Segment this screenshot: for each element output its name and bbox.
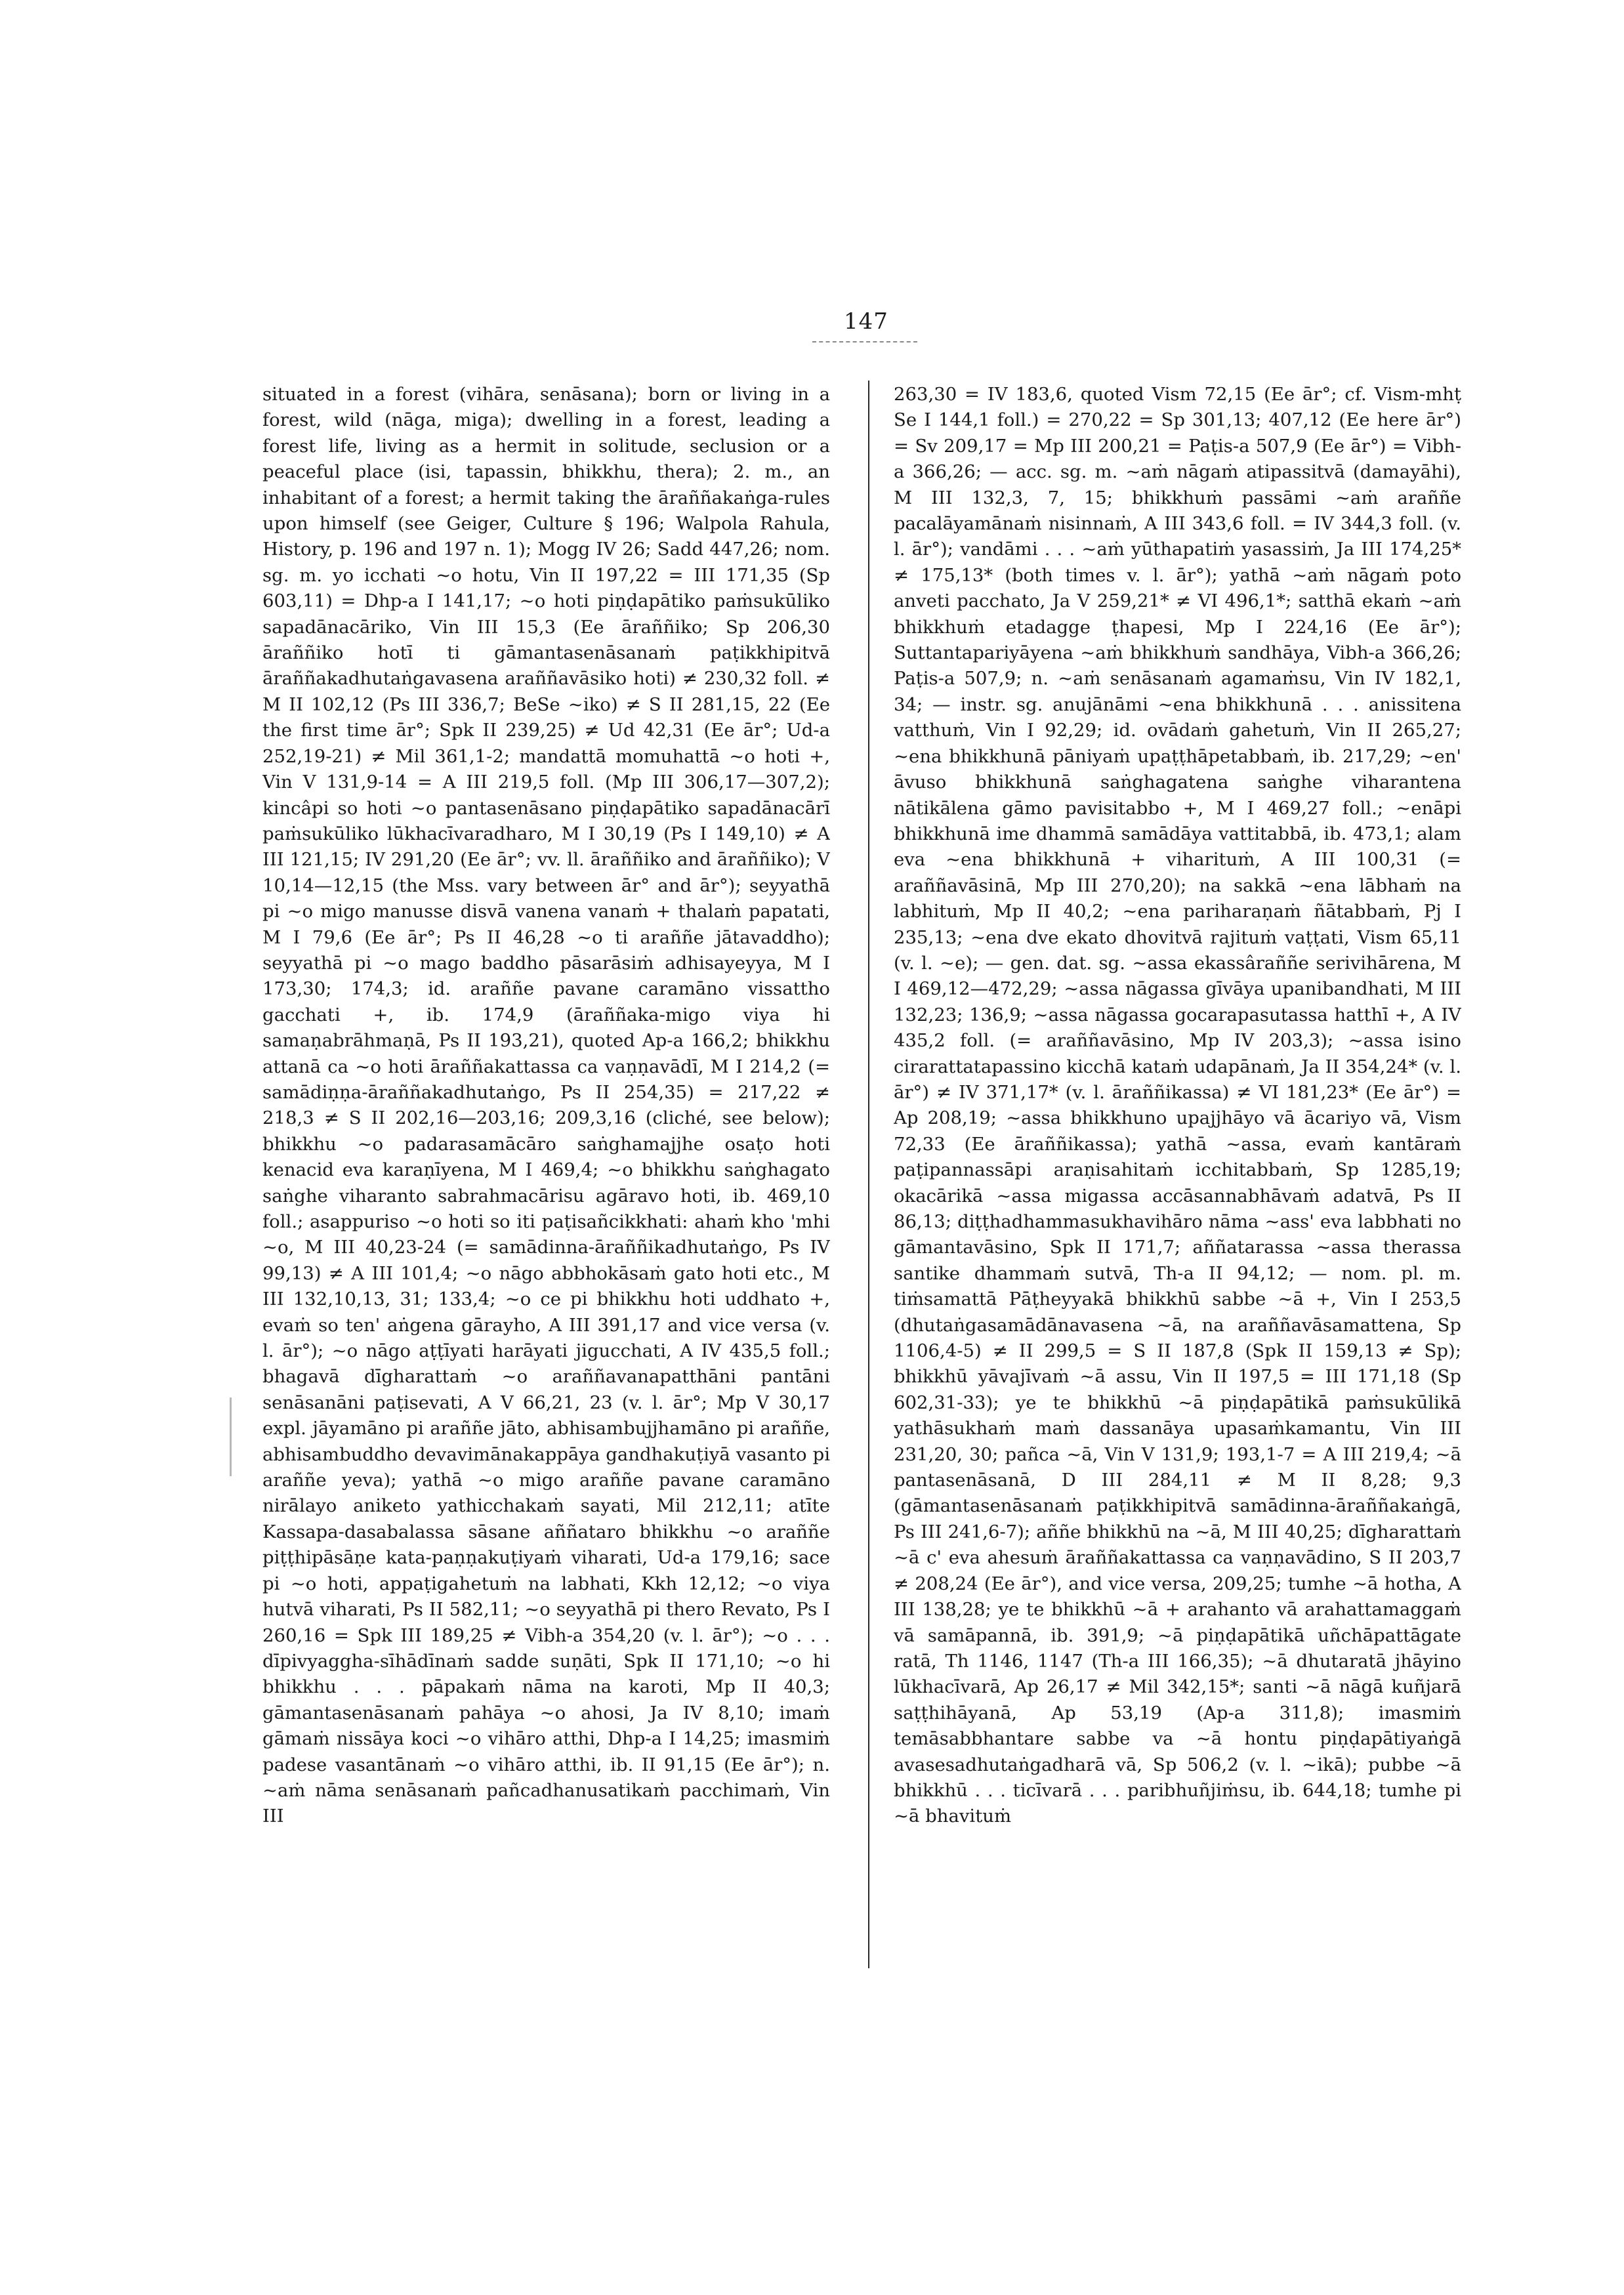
right-column-text: 263,30 = IV 183,6, quoted Vism 72,15 (Ee ār°; cf. Vism-mhṭ Se I 144,1 foll.) = 270,22 = Sp 301,13; 407,12 (Ee here ār°) = Sv 209,17 = Mp III 200,21 = Paṭis-a 507,9 (Ee ār°) = Vibh-a 366,26; — acc. sg. m. ~aṁ nāgaṁ atipassitvā (damayāhi), M III 132,3, 7, 15; bhikkhuṁ passāmi ~aṁ araññe pacalāyamānaṁ nisinnaṁ, A III 343,6 foll. = IV 344,3 foll. (v. l. ār°); vandāmi . . . ~aṁ yūthapatiṁ yasassiṁ, Ja III 174,25* ≠ 175,13* (both times v. l. ār°); yathā ~aṁ nāgaṁ poto anveti pacchato, Ja V 259,21* ≠ VI 496,1*; satthā ekaṁ ~aṁ bhikkhuṁ etadagge ṭhapesi, Mp I 224,16 (Ee ār°); Suttantapariyāyena ~aṁ bhikkhuṁ sandhāya, Vibh-a 366,26; Paṭis-a 507,9; n. ~aṁ senāsanaṁ agamaṁsu, Vin IV 182,1, 34; — instr. sg. anujānāmi ~ena bhikkhunā . . . anissitena vatthuṁ, Vin I 92,29; id. ovādaṁ gahetuṁ, Vin II 265,27; ~ena bhikkhunā pāniyaṁ upaṭṭhāpetabbaṁ, ib. 217,29; ~en' āvuso bhikkhunā saṅghagatena saṅghe viharantena nātikālena gāmo pavisitabbo +, M I 469,27 foll.; ~enāpi bhikkhunā ime dhammā samādāya vattitabbā, ib. 473,1; alam eva ~ena bhikkhunā + viharituṁ, A III 100,31 (= araññavāsinā, Mp III 270,20); na sakkā ~ena lābhaṁ na labhituṁ, Mp II 40,2; ~ena pariharaṇaṁ ñātabbaṁ, Pj I 235,13; ~ena dve ekato dhovitvā rajituṁ vaṭṭati, Vism 65,11 (v. l. ~e); — gen. dat. sg. ~assa ekassâraññe serivihārena, M I 469,12—472,29; ~assa nāgassa gīvāya upanibandhati, M III 132,23; 136,9; ~assa nāgassa gocarapasutassa hatthī +, A IV 435,2 foll. (= araññavāsino, Mp IV 203,3); ~assa isino cirarattatapassino kicchā kataṁ udapānaṁ, Ja II 354,24* (v. l. ār°) ≠ IV 371,17* (v. l. āraññikassa) ≠ VI 181,23* (Ee ār°) = Ap 208,19; ~assa bhikkhuno upajjhāyo vā ācariyo vā, Vism 72,33 (Ee āraññikassa); yathā ~assa, evaṁ kantāraṁ paṭipannassāpi araṇisahitaṁ icchitabbaṁ, Sp 1285,19; okacārikā ~assa migassa accāsannabhāvaṁ adatvā, Ps II 86,13; diṭṭhadhammasukhavihāro nāma ~ass' eva labbhati no gāmantavāsino, Spk II 171,7; aññatarassa ~assa therassa santike dhammaṁ sutvā, Th-a II 94,12; — nom. pl. m. tiṁsamattā Pāṭheyyakā bhikkhū sabbe ~ā +, Vin I 253,5 (dhutaṅgasamādānavasena ~ā, na araññavāsamattena, Sp 1106,4-5) ≠ II 299,5 = S II 187,8 (Spk II 159,13 ≠ Sp); bhikkhū yāvajīvaṁ ~ā assu, Vin II 197,5 = III 171,18 (Sp 602,31-33); ye te bhikkhū ~ā piṇḍapātikā paṁsukūlikā yathāsukhaṁ maṁ dassanāya upasaṁkamantu, Vin III 231,20, 30; pañca ~ā, Vin V 131,9; 193,1-7 = A III 219,4; ~ā pantasenāsanā, D III 284,11 ≠ M II 8,28; 9,3 (gāmantasenāsanaṁ paṭikkhipitvā samādinna-āraññakaṅgā, Ps III 241,6-7); aññe bhikkhū na ~ā, M III 40,25; dīgharattaṁ ~ā c' eva ahesuṁ āraññakattassa ca vaṇṇavādino, S II 203,7 ≠ 208,24 (Ee ār°), and vice versa, 209,25; tumhe ~ā hotha, A III 138,28; ye te bhikkhū ~ā + arahanto vā arahattamaggaṁ vā samāpannā, ib. 391,9; ~ā piṇḍapātikā uñchāpattāgate ratā, Th 1146, 1147 (Th-a III 166,35); ~ā dhutaratā jhāyino lūkhacīvarā, Ap 26,17 ≠ Mil 342,15*; santi ~ā nāgā kuñjarā saṭṭhihāyanā, Ap 53,19 (Ap-a 311,8); imasmiṁ temāsabbhantare sabbe va ~ā hontu piṇḍapātiyaṅgā avasesadhutaṅgadharā vā, Sp 506,2 (v. l. ~ikā); pubbe ~ā bhikkhū . . . ticīvarā . . . paribhuñjiṁsu, ib. 644,18; tumhe pi ~ā bhavituṁ <box>894 384 1461 1827</box>
left-column-text: situated in a forest (vihāra, senāsana); born or living in a forest, wild (nāga, miga); dwelling in a forest, leading a forest life, living as a hermit in solitude, seclusion or a peaceful place (isi, tapassin, bhikkhu, thera); 2. m., an inhabitant of a forest; a hermit taking the āraññakaṅga-rules upon himself (see Geiger, Culture § 196; Walpola Rahula, History, p. 196 and 197 n. 1); Mogg IV 26; Sadd 447,26; nom. sg. m. yo icchati ~o hotu, Vin II 197,22 = III 171,35 (Sp 603,11) = Dhp-a I 141,17; ~o hoti piṇḍapātiko paṁsukūliko sapadānacāriko, Vin III 15,3 (Ee āraññiko; Sp 206,30 āraññiko hotī ti gāmantasenāsanaṁ paṭikkhipitvā āraññakadhutaṅgavasena araññavāsiko hoti) ≠ 230,32 foll. ≠ M II 102,12 (Ps III 336,7; BeSe ~iko) ≠ S II 281,15, 22 (Ee the first time ār°; Spk II 239,25) ≠ Ud 42,31 (Ee ār°; Ud-a 252,19-21) ≠ Mil 361,1-2; mandattā momuhattā ~o hoti +, Vin V 131,9-14 = A III 219,5 foll. (Mp III 306,17—307,2); kincâpi so hoti ~o pantasenāsano piṇḍapātiko sapadānacārī paṁsukūliko lūkhacīvaradharo, M I 30,19 (Ps I 149,10) ≠ A III 121,15; IV 291,20 (Ee ār°; vv. ll. āraññiko and āraññiko); V 10,14—12,15 (the Mss. vary between ār° and ār°); seyyathā pi ~o migo manusse disvā vanena vanaṁ + thalaṁ papatati, M I 79,6 (Ee ār°; Ps II 46,28 ~o ti araññe jātavaddho); seyyathā pi ~o mago baddho pāsarāsiṁ adhisayeyya, M I 173,30; 174,3; id. araññe pavane caramāno vissattho gacchati +, ib. 174,9 (āraññaka-migo viya hi samaṇabrāhmaṇā, Ps II 193,21), quoted Ap-a 166,2; bhikkhu attanā ca ~o hoti āraññakattassa ca vaṇṇavādī, M I 214,2 (= samādiṇṇa-āraññakadhutaṅgo, Ps II 254,35) = 217,22 ≠ 218,3 ≠ S II 202,16—203,16; 209,3,16 (cliché, see below); bhikkhu ~o padarasamācāro saṅghamajjhe osaṭo hoti kenacid eva karaṇīyena, M I 469,4; ~o bhikkhu saṅghagato saṅghe viharanto sabrahmacārisu agāravo hoti, ib. 469,10 foll.; asappuriso ~o hoti so iti paṭisañcikkhati: ahaṁ kho 'mhi ~o, M III 40,23-24 (= samādinna-āraññikadhutaṅgo, Ps IV 99,13) ≠ A III 101,4; ~o nāgo abbhokāsaṁ gato hoti etc., M III 132,10,13, 31; 133,4; ~o ce pi bhikkhu hoti uddhato +, evaṁ so ten' aṅgena gārayho, A III 391,17 and vice versa (v. l. ār°); ~o nāgo aṭṭīyati harāyati jigucchati, A IV 435,5 foll.; bhagavā dīgharattaṁ ~o araññavanapatthāni pantāni senāsanāni paṭisevati, A V 66,21, 23 (v. l. ār°; Mp V 30,17 expl. jāyamāno pi araññe jāto, abhisambujjhamāno pi araññe, abhisambuddho devavimānakappāya gandhakuṭiyā vasanto pi araññe yeva); yathā ~o migo araññe pavane caramāno nirālayo aniketo yathicchakaṁ sayati, Mil 212,11; atīte Kassapa-dasabalassa sāsane aññataro bhikkhu ~o araññe piṭṭhipāsāṇe kata-paṇṇakuṭiyaṁ viharati, Ud-a 179,16; sace pi ~o hoti, appaṭigahetuṁ na labhati, Kkh 12,12; ~o viya hutvā viharati, Ps II 582,11; ~o seyyathā pi thero Revato, Ps I 260,16 = Spk III 189,25 ≠ Vibh-a 354,20 (v. l. ār°); ~o . . . dīpivyaggha-sīhādīnaṁ sadde suṇāti, Spk II 171,10; ~o hi bhikkhu . . . pāpakaṁ nāma na karoti, Mp II 40,3; gāmantasenāsanaṁ pahāya ~o ahosi, Ja IV 8,10; imaṁ gāmaṁ nissāya koci ~o vihāro atthi, Dhp-a I 14,25; imasmiṁ padese vasantānaṁ ~o vihāro atthi, ib. II 91,15 (Ee ār°); n. ~aṁ nāma senāsanaṁ pañcadhanusatikaṁ pacchimaṁ, Vin III <box>262 384 830 1827</box>
page-number: 147 <box>844 308 888 335</box>
column-divider <box>868 381 869 1968</box>
scan-mark <box>230 1397 232 1476</box>
page-number-underline <box>812 341 917 342</box>
